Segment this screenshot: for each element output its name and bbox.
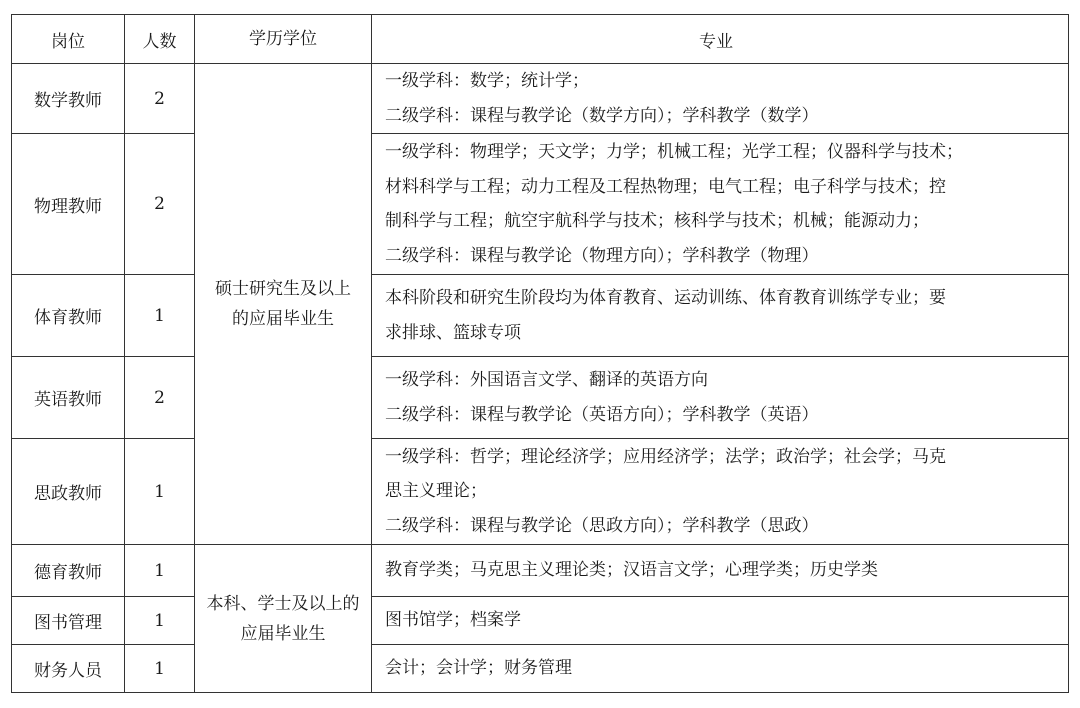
count-cell: 1 — [125, 597, 195, 645]
major-line: 材料科学与工程；动力工程及工程热物理；电气工程；电子科学与技术；控 — [385, 176, 946, 197]
table-row — [12, 439, 1069, 545]
count-cell: 1 — [125, 645, 195, 693]
major-cell — [372, 357, 1069, 439]
major-cell — [372, 134, 1069, 275]
position-cell: 英语教师 — [12, 357, 125, 439]
major-line: 二级学科：课程与教学论（英语方向）；学科教学（英语） — [385, 404, 819, 425]
header-position: 岗位 — [12, 15, 125, 64]
position-cell: 图书管理 — [12, 597, 125, 645]
major-line: 本科阶段和研究生阶段均为体育教育、运动训练、体育教育训练学专业；要 — [385, 288, 946, 308]
position-cell: 财务人员 — [12, 645, 125, 693]
major-line: 二级学科：课程与教学论（物理方向）；学科教学（物理） — [385, 245, 819, 266]
position-cell: 数学教师 — [12, 64, 125, 134]
major-line: 一级学科：外国语言文学、翻译的英语方向 — [385, 370, 708, 390]
major-cell — [372, 645, 1069, 693]
education-text: 本科、学士及以上的应届毕业生 — [206, 593, 360, 644]
major-line: 二级学科：课程与教学论（数学方向）；学科教学（数学） — [385, 105, 819, 126]
major-cell — [372, 64, 1069, 134]
position-cell: 物理教师 — [12, 134, 125, 275]
table-row — [12, 275, 1069, 357]
table-row — [12, 545, 1069, 597]
major-line: 教育学类；马克思主义理论类；汉语言文学；心理学类；历史学类 — [385, 560, 878, 581]
major-line: 二级学科：课程与教学论（思政方向）；学科教学（思政） — [385, 515, 819, 536]
table-row — [12, 645, 1069, 693]
table-row — [12, 597, 1069, 645]
major-line: 思主义理论； — [385, 481, 487, 502]
header-education: 学历学位 — [195, 15, 372, 64]
recruitment-table — [11, 14, 1069, 693]
education-cell-undergraduate — [195, 545, 372, 693]
major-line: 会计；会计学；财务管理 — [385, 658, 572, 679]
count-cell: 2 — [125, 64, 195, 134]
major-cell — [372, 439, 1069, 545]
table-row — [12, 64, 1069, 134]
count-cell: 2 — [125, 357, 195, 439]
major-line: 一级学科：物理学；天文学；力学；机械工程；光学工程；仪器科学与技术； — [385, 142, 963, 162]
count-cell: 1 — [125, 275, 195, 357]
header-count: 人数 — [125, 15, 195, 64]
major-cell — [372, 275, 1069, 357]
major-line: 一级学科：哲学；理论经济学；应用经济学；法学；政治学；社会学；马克 — [385, 446, 946, 467]
table-row — [12, 357, 1069, 439]
major-cell — [372, 597, 1069, 645]
header-major: 专业 — [372, 15, 1069, 64]
count-cell: 1 — [125, 439, 195, 545]
count-cell: 1 — [125, 545, 195, 597]
position-cell: 体育教师 — [12, 275, 125, 357]
count-cell: 2 — [125, 134, 195, 275]
table-row — [12, 134, 1069, 275]
major-line: 一级学科：数学；统计学； — [385, 71, 589, 91]
education-cell-graduate — [195, 64, 372, 545]
major-cell — [372, 545, 1069, 597]
position-cell: 思政教师 — [12, 439, 125, 545]
position-cell: 德育教师 — [12, 545, 125, 597]
major-line: 图书馆学；档案学 — [385, 610, 521, 631]
major-line: 求排球、篮球专项 — [385, 322, 521, 343]
table-header-row — [12, 15, 1069, 64]
education-text: 硕士研究生及以上的应届毕业生 — [215, 279, 351, 329]
major-line: 制科学与工程；航空宇航科学与技术；核科学与技术；机械；能源动力； — [385, 211, 929, 231]
